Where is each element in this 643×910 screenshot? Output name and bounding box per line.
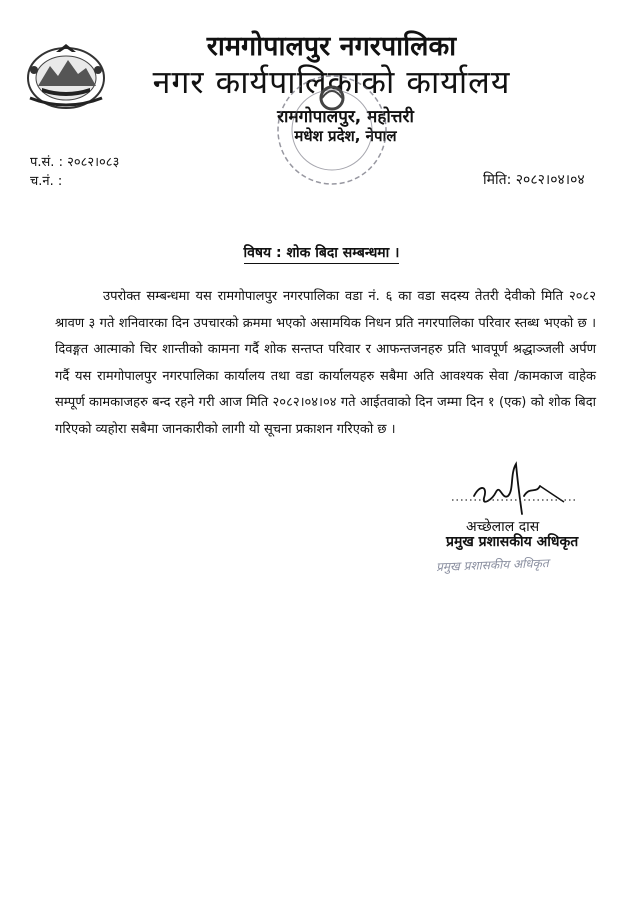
office-province: मधेश प्रदेश, नेपाल — [294, 127, 397, 145]
office-address: रामगोपालपुर, महोत्तरी — [277, 107, 414, 127]
handwritten-signature — [444, 456, 584, 526]
designation-stamp: प्रमुख प्रशासकीय अधिकृत — [435, 556, 549, 574]
letter-subject-text: विषय : शोक बिदा सम्बन्धमा । — [244, 245, 400, 264]
signatory-title: प्रमुख प्रशासकीय अधिकृत — [446, 534, 579, 550]
office-name: नगर कार्यपालिकाको कार्यालय — [152, 63, 511, 101]
reference-number: प.सं. : २०८२।०८३ — [30, 155, 120, 170]
dispatch-number: च.नं. : — [30, 174, 63, 189]
office-seal-stamp — [262, 70, 402, 190]
municipality-name: रामगोपालपुर नगरपालिका — [206, 31, 457, 62]
letter-subject — [0, 243, 643, 262]
letter-date: मिति: २०८२।०४।०४ — [483, 172, 585, 188]
letter-body: उपरोक्त सम्बन्धमा यस रामगोपालपुर नगरपालिका वडा नं. ६ का वडा सदस्य तेतरी देवीको मिति २०८२ श्रावण ३ गते शनिवारका दिन उपचारको क्रममा भएको असामयिक निधन प्रति नगरपालिका परिवार स्तब्ध भएको छ । दिवङ्गत आत्माको चिर शान्तीको कामना गर्दै शोक सन्तप्त परिवार र आफन्तजनहरु प्रति भावपूर्ण श्रद्धाञ्जली अर्पण गर्दै यस रामगोपालपुर नगरपालिका कार्यालय तथा वडा कार्यालयहरु सबैमा अति आवश्यक सेवा /कामकाज वाहेक सम्पूर्ण कामकाजहरु बन्द रहने गरी आज मिति २०८२।०४।०४ गते आईतवाको दिन जम्मा दिन १ (एक) को शोक बिदा गरिएको व्यहोरा सबैमा जानकारीको लागी यो सूचना प्रकाशन गरिएको छ । — [55, 289, 596, 437]
signatory-name: अच्छेलाल दास — [466, 519, 540, 535]
